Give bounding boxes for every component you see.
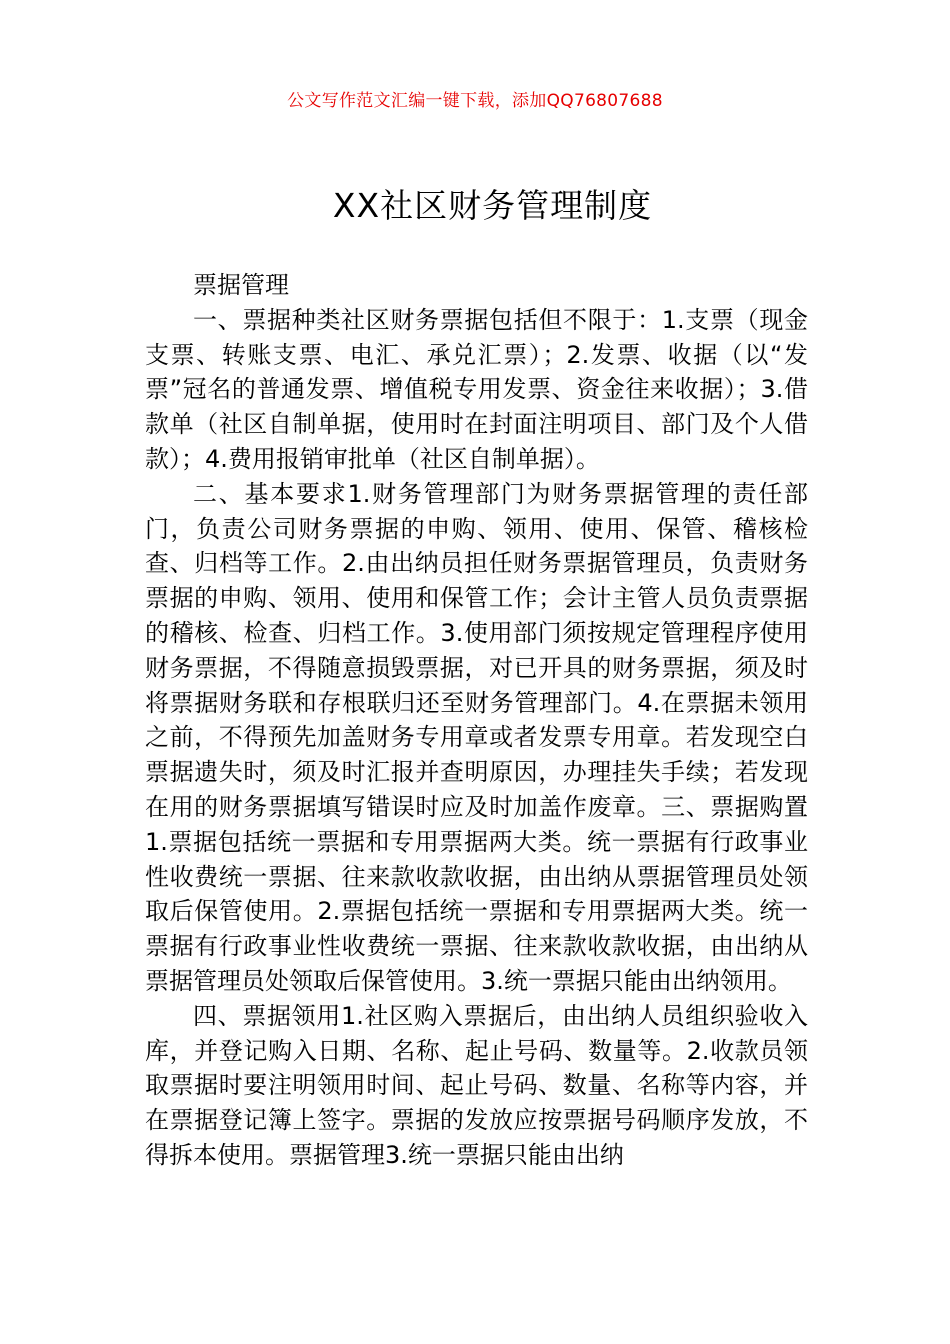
document-body bbox=[145, 268, 808, 1173]
body-paragraph: 一、票据种类社区财务票据包括但不限于：1.支票（现金支票、转账支票、电汇、承兑汇票）；2.发票、收据（以“发票”冠名的普通发票、增值税专用发票、资金往来收据）；3.借款单（社区自制单据，使用时在封面注明项目、部门及个人借款）；4.费用报销审批单（社区自制单据）。 bbox=[145, 305, 808, 473]
section-heading: 票据管理 bbox=[193, 271, 289, 299]
document-title: XX社区财务管理制度 bbox=[332, 186, 653, 225]
body-paragraph: 四、票据领用1.社区购入票据后，由出纳人员组织验收入库，并登记购入日期、名称、起止号码、数量等。2.收款员领取票据时要注明领用时间、起止号码、数量、名称等内容，并在票据登记簿上签字。票据的发放应按票据号码顺序发放，不得拆本使用。票据管理3.统一票据只能由出纳 bbox=[145, 1001, 808, 1169]
body-paragraph: 二、基本要求1.财务管理部门为财务票据管理的责任部门，负责公司财务票据的申购、领用、使用、保管、稽核检查、归档等工作。2.由出纳员担任财务票据管理员，负责财务票据的申购、领用、使用和保管工作；会计主管人员负责票据的稽核、检查、归档工作。3.使用部门须按规定管理程序使用财务票据，不得随意损毁票据，对已开具的财务票据，须及时将票据财务联和存根联归还至财务管理部门。4.在票据未领用之前，不得预先加盖财务专用章或者发票专用章。若发现空白票据遗失时，须及时汇报并查明原因，办理挂失手续；若发现在用的财务票据填写错误时应及时加盖作废章。三、票据购置1.票据包括统一票据和专用票据两大类。统一票据有行政事业性收费统一票据、往来款收款收据，由出纳从票据管理员处领取后保管使用。2.票据包括统一票据和专用票据两大类。统一票据有行政事业性收费统一票据、往来款收款收据，由出纳从票据管理员处领取后保管使用。3.统一票据只能由出纳领用。 bbox=[145, 479, 808, 995]
header-promo-note: 公文写作范文汇编一键下载，添加QQ76807688 bbox=[287, 91, 663, 111]
